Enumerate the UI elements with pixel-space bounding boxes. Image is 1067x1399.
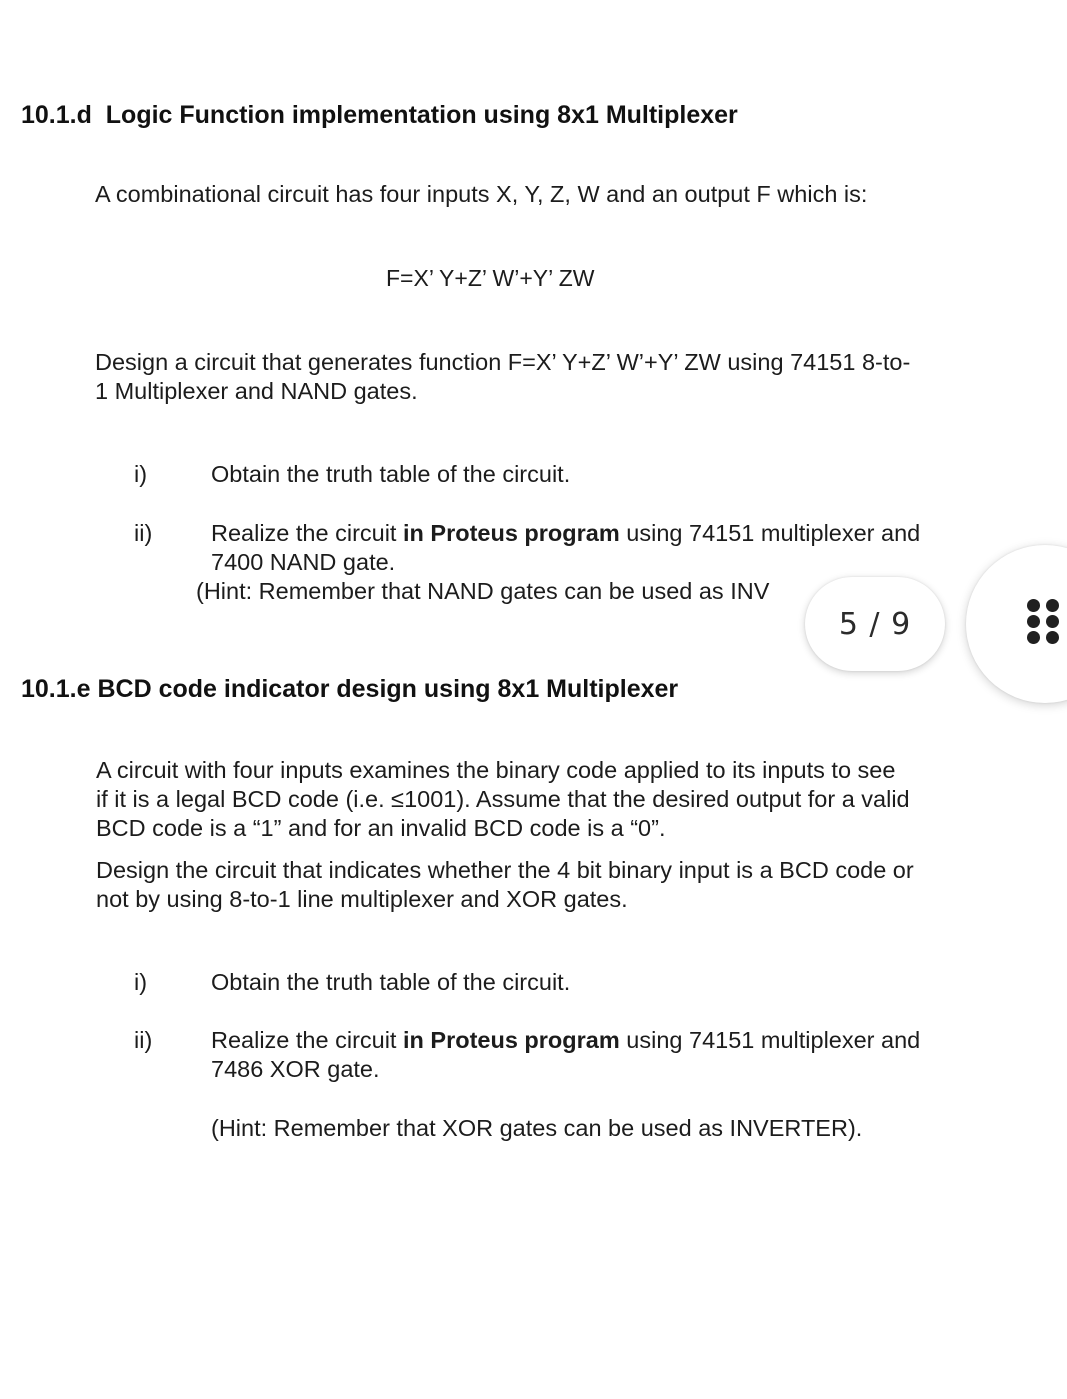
hint-text: (Hint: Remember that XOR gates can be used as INVERTER). (211, 1115, 863, 1141)
list-item-text-line-2: 7400 NAND gate. (211, 549, 396, 575)
list-item-text-bold: in Proteus program (403, 1027, 620, 1053)
list-item-text: Obtain the truth table of the circuit. (211, 969, 571, 995)
bcd-paragraph-line-3: BCD code is a “1” and for an invalid BCD code is a “0”. (96, 815, 666, 841)
list-item-number: ii) (134, 520, 153, 546)
intro-paragraph: A combinational circuit has four inputs X, Y, Z, W and an output F which is: (95, 181, 868, 207)
design-paragraph-line-2: 1 Multiplexer and NAND gates. (95, 378, 418, 404)
section-number: 10.1.d (21, 101, 92, 129)
list-item-text-pre: Realize the circuit (211, 1027, 403, 1053)
section-heading-10-1-d (21, 101, 738, 130)
list-item-text: Obtain the truth table of the circuit. (211, 461, 571, 487)
list-item-text-post: using 74151 multiplexer and (619, 1027, 921, 1053)
list-item-text-bold: in Proteus program (403, 520, 620, 546)
list-item-text-line-2: 7486 XOR gate. (211, 1056, 380, 1082)
design-paragraph-line-1: Design a circuit that generates function F=X’ Y+Z’ W’+Y’ ZW using 74151 8-to- (95, 349, 911, 375)
bcd-design-line-2: not by using 8-to-1 line multiplexer and XOR gates. (96, 886, 628, 912)
list-item-text (211, 519, 920, 548)
more-dots-icon (1027, 599, 1061, 645)
section-title: Logic Function implementation using 8x1 Multiplexer (105, 101, 738, 129)
hint-text: (Hint: Remember that NAND gates can be used as INV (196, 578, 770, 604)
section-number: 10.1.e (21, 675, 91, 703)
list-item-number: ii) (134, 1027, 153, 1053)
list-item-number: i) (134, 461, 148, 487)
bcd-paragraph-line-1: A circuit with four inputs examines the binary code applied to its inputs to see (96, 757, 896, 783)
section-title: BCD code indicator design using 8x1 Multiplexer (97, 675, 679, 703)
bcd-paragraph-line-2: if it is a legal BCD code (i.e. ≤1001). Assume that the desired output for a valid (96, 786, 910, 812)
bcd-design-line-1: Design the circuit that indicates whether the 4 bit binary input is a BCD code or (96, 857, 914, 883)
list-item-text (211, 1026, 920, 1055)
list-item-number: i) (134, 969, 148, 995)
page-indicator[interactable] (805, 577, 945, 671)
list-item-text-pre: Realize the circuit (211, 520, 403, 546)
section-heading-10-1-e (21, 675, 678, 704)
list-item-text-post: using 74151 multiplexer and (619, 520, 921, 546)
function-formula: F=X’ Y+Z’ W’+Y’ ZW (386, 265, 595, 291)
page-indicator-label: 5 / 9 (838, 606, 912, 642)
